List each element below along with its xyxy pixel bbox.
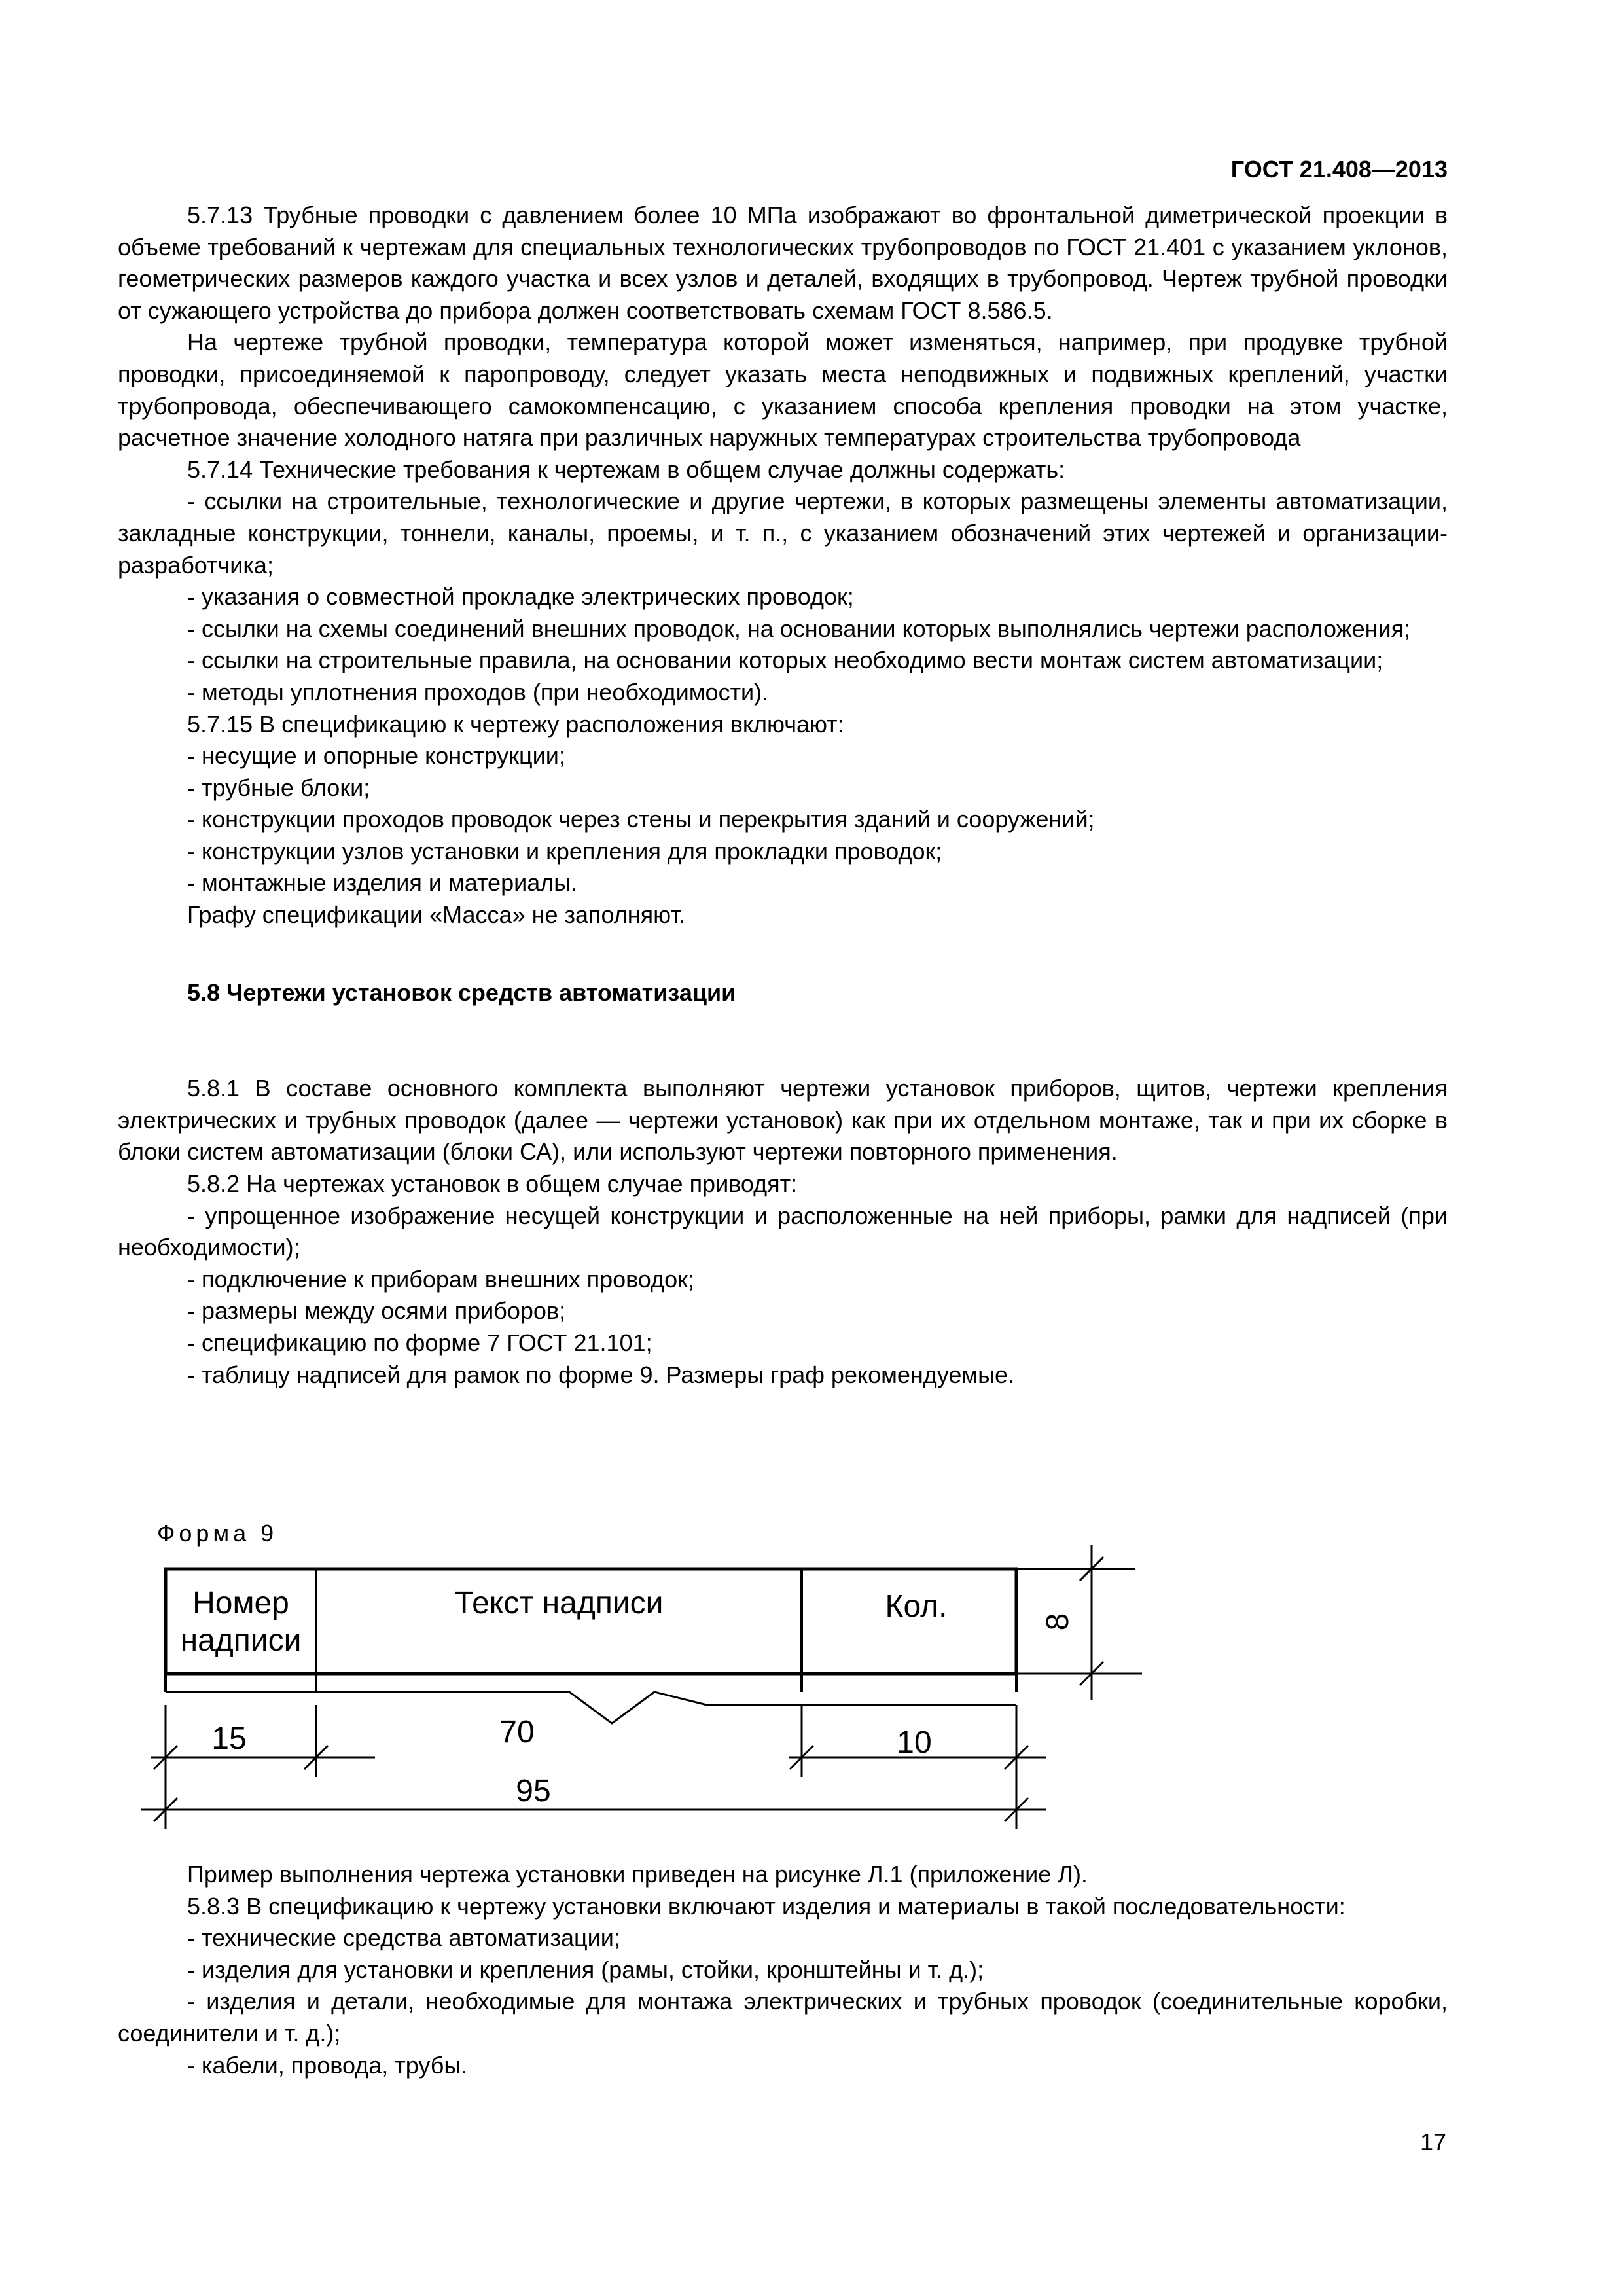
list-item: - несущие и опорные конструкции; [187,742,565,770]
dimension-8: 8 [1041,1613,1075,1631]
list-item: - подключение к приборам внешних проводок; [187,1265,694,1293]
list-item: - ссылки на строительные, технологические и другие чертежи, в которых размещены элементы автоматизации, закладные конструкции, тоннели, каналы, проемы, и т. п., с указанием обозначений этих чертежей и организации-разработчика; [118,488,1448,579]
list-item: - конструкции узлов установки и крепления для прокладки проводок; [187,837,942,865]
text-after-form [118,1859,1448,2081]
dimension-70: 70 [499,1715,535,1749]
document-header: ГОСТ 21.408—2013 [1230,156,1448,183]
paragraph: 5.7.13 Трубные проводки с давлением более 10 МПа изображают во фронтальной диметрической проекции в объеме требований к чертежам для специальных технологических трубопроводов по ГОСТ 21.401 с указанием уклонов, геометрических размеров каждого участка и всех узлов и деталей, входящих в трубопровод. Чертеж трубной проводки от сужающего устройства до прибора должен соответствовать схемам ГОСТ 8.586.5. [118,202,1448,324]
paragraph: 5.8.1 В составе основного комплекта выполняют чертежи установок приборов, щитов, чертежи крепления электрических и трубных проводок (далее — чертежи установок) как при их отдельном монтаже, так и при их сборке в блоки систем автоматизации (блоки СА), или используют чертежи повторного применения. [118,1075,1448,1166]
column-header-number-line1: Номер [192,1586,289,1621]
paragraph: 5.7.15 В спецификацию к чертежу расположения включают: [187,710,844,738]
list-item: - кабели, провода, трубы. [187,2051,468,2079]
list-item: - монтажные изделия и материалы. [187,869,578,897]
paragraph: 5.8.3 В спецификацию к чертежу установки включают изделия и материалы в такой последовательности: [187,1892,1346,1920]
paragraph: На чертеже трубной проводки, температура которой может изменяться, например, при продувке трубной проводки, присоединяемой к паропроводу, следует указать места неподвижных и подвижных креплений, участки трубопровода, обеспечивающего самокомпенсацию, с указанием способа крепления проводки на этом участке, расчетное значение холодного натяга при различных наружных температурах строительства трубопровода [118,329,1448,452]
list-item: - методы уплотнения проходов (при необходимости). [187,678,769,706]
list-item: - ссылки на строительные правила, на основании которых необходимо вести монтаж систем автоматизации; [187,647,1383,674]
list-item: - трубные блоки; [187,774,370,801]
list-item: - технические средства автоматизации; [187,1924,620,1952]
list-item: - таблицу надписей для рамок по форме 9. Размеры граф рекомендуемые. [187,1361,1015,1388]
break-line [166,1692,1016,1723]
list-item: - указания о совместной прокладке электрических проводок; [187,583,854,611]
list-item: - ссылки на схемы соединений внешних проводок, на основании которых выполнялись чертежи расположения; [187,615,1411,642]
column-header-qty: Кол. [885,1589,948,1624]
list-item: - конструкции проходов проводок через стены и перекрытия зданий и сооружений; [187,806,1095,833]
dimension-95: 95 [516,1774,551,1808]
paragraph: Графу спецификации «Масса» не заполняют. [187,901,685,929]
column-header-number-line2: надписи [180,1623,302,1658]
list-item: - размеры между осями приборов; [187,1297,566,1325]
dimension-15: 15 [211,1721,247,1756]
paragraph: 5.7.14 Технические требования к чертежам в общем случае должны содержать: [187,456,1065,483]
paragraph: 5.8.2 На чертежах установок в общем случае приводят: [187,1170,798,1198]
section-heading: 5.8 Чертежи установок средств автоматизации [187,978,736,1006]
list-item: - изделия и детали, необходимые для монтажа электрических и трубных проводок (соединительные коробки, соединители и т. д.); [118,1988,1448,2047]
column-header-text: Текст надписи [454,1586,664,1621]
dimension-10: 10 [897,1725,932,1760]
form-label: Форма 9 [157,1520,278,1547]
list-item: - изделия для установки и крепления (рамы, стойки, кронштейны и т. д.); [187,1956,984,1983]
list-item: - спецификацию по форме 7 ГОСТ 21.101; [187,1329,652,1356]
list-item: - упрощенное изображение несущей конструкции и расположенные на ней приборы, рамки для надписей (при необходимости); [118,1202,1448,1261]
paragraph: Пример выполнения чертежа установки приведен на рисунке Л.1 (приложение Л). [187,1861,1088,1888]
page-number: 17 [1419,2128,1446,2155]
